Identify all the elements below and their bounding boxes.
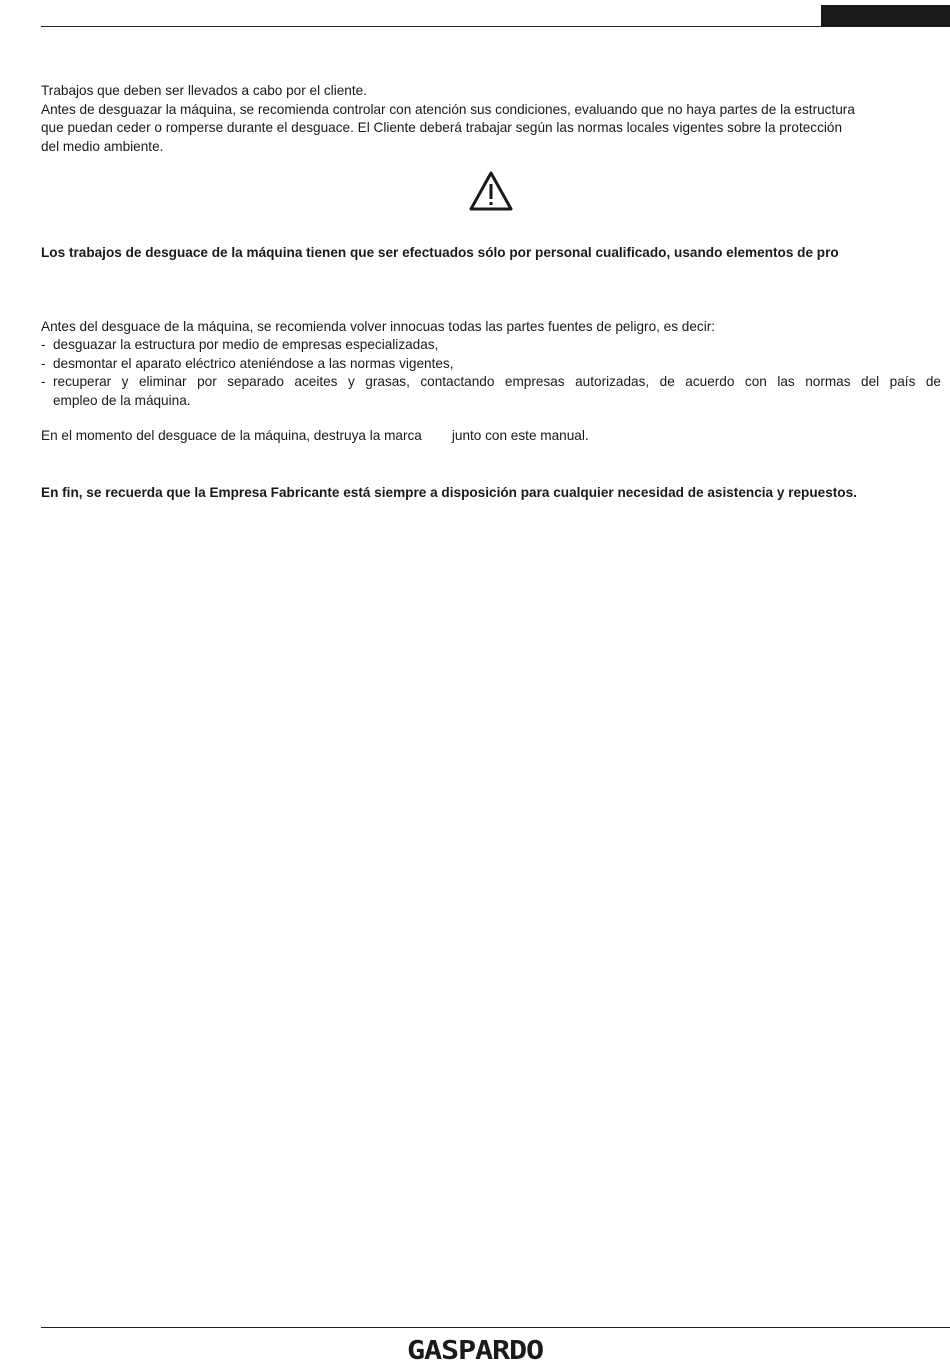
- intro-line-3: que puedan ceder o romperse durante el desguace. El Cliente deberá trabajar según las normas locales vigentes sobre la protección: [41, 120, 843, 135]
- marking-paragraph: [41, 427, 950, 446]
- intro-line-2: Antes de desguazar la máquina, se recomienda controlar con atención sus condiciones, evaluando que no haya partes de la estructura: [41, 101, 855, 117]
- brand-logo-text: GASPARDO: [407, 1336, 544, 1364]
- list-item: [41, 336, 950, 355]
- hazards-list: [41, 336, 950, 410]
- list-item-text-line-2: empleo de la máquina.: [53, 392, 191, 408]
- list-dash: -: [41, 374, 46, 389]
- header-rule: [41, 26, 821, 27]
- intro-line-4: del medio ambiente.: [41, 138, 164, 154]
- warning-symbol-container: [41, 170, 941, 212]
- hazards-lead: Antes del desguace de la máquina, se recomienda volver innocuas todas las partes fuentes de peligro, es decir:: [41, 318, 716, 334]
- marking-text-after: junto con este manual.: [451, 428, 589, 443]
- list-item-text-line-1: recuperar y eliminar por separado aceites y grasas, contactando empresas autorizadas, de acuerdo con las normas del país de: [53, 374, 941, 389]
- intro-paragraph: [41, 82, 950, 156]
- warning-text: Los trabajos de desguace de la máquina tienen que ser efectuados sólo por personal cualificado, usando elementos de pro: [41, 245, 839, 260]
- footer-rule: [41, 1327, 950, 1328]
- list-item: [41, 355, 950, 374]
- header-tab-block: [821, 5, 950, 27]
- page-content: [41, 82, 950, 502]
- warning-triangle-icon: [468, 170, 514, 212]
- list-item-text: desguazar la estructura por medio de empresas especializadas,: [53, 337, 439, 352]
- closing-text: En fin, se recuerda que la Empresa Fabricante está siempre a disposición para cualquier necesidad de asistencia y repuestos.: [41, 484, 857, 500]
- list-item: [41, 373, 950, 410]
- list-dash: -: [41, 355, 46, 371]
- list-dash: -: [41, 337, 46, 352]
- gaspardo-logo: [405, 1336, 545, 1364]
- marking-text-before: En el momento del desguace de la máquina, destruya la marca: [41, 428, 422, 443]
- list-item-text: desmontar el aparato eléctrico ateniéndose a las normas vigentes,: [53, 355, 454, 371]
- intro-line-1: Trabajos que deben ser llevados a cabo por el cliente.: [41, 83, 367, 98]
